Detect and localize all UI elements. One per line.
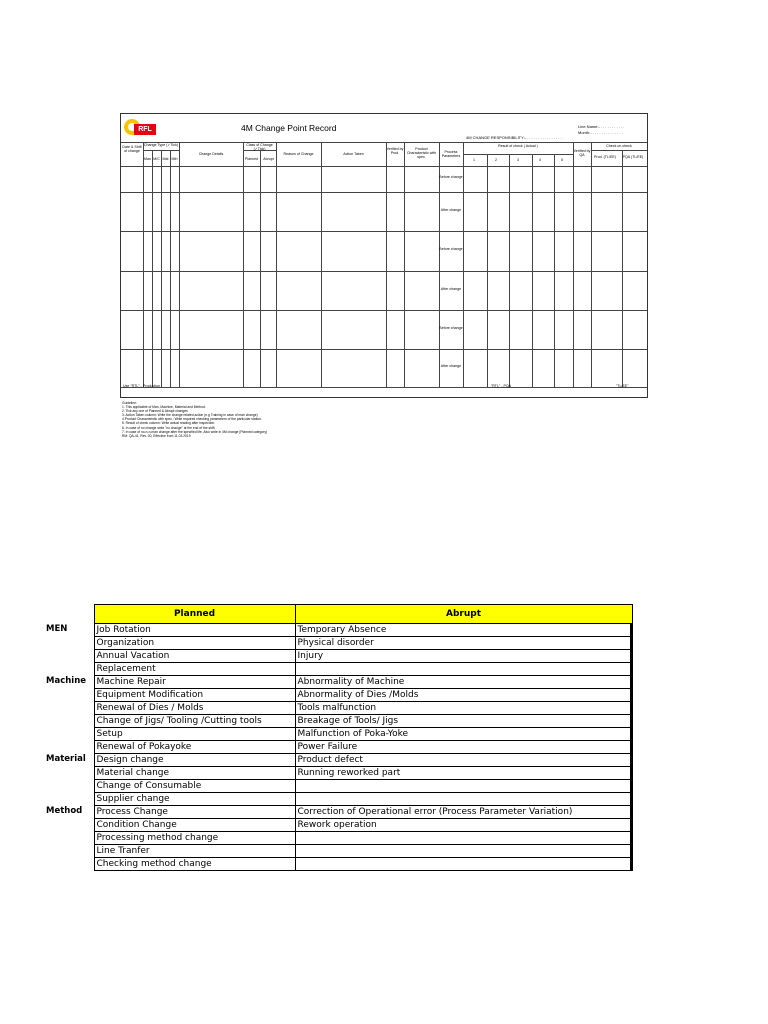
grid-line: [487, 154, 488, 387]
guideline-notes: [122, 401, 642, 438]
hdr-class-item: Planned: [244, 157, 259, 161]
hdr-sub-check: PQA (TL/EE): [622, 155, 644, 159]
note: 2. Tick any one of Planned & Abrupt changes: [122, 409, 188, 414]
form-title: 4M Change Point Record: [241, 123, 337, 133]
table-row: [44, 806, 632, 819]
row-label: Before change: [439, 247, 463, 251]
grid-line: [121, 271, 647, 272]
grid-line: [121, 387, 647, 388]
header-planned: Planned: [94, 605, 295, 624]
guideline-title: Guideline:: [122, 401, 137, 405]
grid-line: [170, 150, 171, 387]
note: 3. Action Taken column: Write the change related action (e.g Training in case of man change): [122, 413, 258, 418]
bottom-pqa: "RTL" - PQA: [491, 384, 512, 388]
planned-cell: Annual Vacation: [94, 650, 295, 663]
abrupt-cell: Abnormality of Machine: [295, 676, 632, 689]
table-row: [44, 728, 632, 741]
planned-cell: Supplier change: [94, 793, 295, 806]
planned-cell: Design change: [94, 754, 295, 767]
category-label: [44, 845, 94, 858]
table-row: [44, 676, 632, 689]
grid-line: [554, 154, 555, 387]
grid-line: [386, 142, 387, 387]
grid-line: [121, 310, 647, 311]
hdr-result-col: 5: [561, 158, 563, 162]
planned-cell: Organization: [94, 637, 295, 650]
planned-cell: Setup: [94, 728, 295, 741]
abrupt-cell: Tools malfunction: [295, 702, 632, 715]
category-label: Method: [46, 805, 83, 816]
table-row: [44, 832, 632, 845]
note: 7. In case of no-n-n-man change after the specified life. Also write in 4M change (Planned category): [122, 429, 268, 434]
note: 6. In case of no change write "no change" at the end of the shift.: [122, 425, 216, 430]
grid-line: [121, 349, 647, 350]
planned-cell: Process Change: [94, 806, 295, 819]
abrupt-cell: Breakage of Tools/ Jigs: [295, 715, 632, 728]
hdr-change-details: Change Details: [198, 152, 224, 156]
grid-line: [161, 150, 162, 387]
hdr-type: Man: [144, 157, 151, 161]
hdr-type: Mat: [162, 157, 169, 161]
planned-cell: Change of Jigs/ Tooling /Cutting tools: [94, 715, 295, 728]
hdr-date: Date & Shift of change: [122, 145, 142, 154]
category-label: [44, 637, 94, 650]
abrupt-cell: [295, 780, 632, 793]
logo-text: RFL: [134, 124, 156, 135]
note: 4.Product Characteristic with spec.: Write required checking parameters of the particular station.: [122, 417, 262, 422]
planned-cell: Replacement: [94, 663, 295, 676]
category-label: [44, 819, 94, 832]
table-row: [44, 741, 632, 754]
bottom-production: Use "RTL" - Production: [123, 384, 161, 388]
grid-line: [591, 142, 592, 387]
table-row: [44, 780, 632, 793]
planned-cell: Job Rotation: [94, 624, 295, 637]
abrupt-cell: Abnormality of Dies /Molds: [295, 689, 632, 702]
rfl-logo: [124, 117, 158, 141]
abrupt-cell: [295, 832, 632, 845]
table-row: [44, 845, 632, 858]
grid-line: [260, 150, 261, 387]
abrupt-cell: [295, 793, 632, 806]
table-row: [44, 624, 632, 637]
grid-line: [179, 142, 180, 387]
abrupt-cell: [295, 845, 632, 858]
abrupt-cell: Injury: [295, 650, 632, 663]
planned-cell: Change of Consumable: [94, 780, 295, 793]
grid-line: [573, 142, 574, 387]
category-label: [44, 702, 94, 715]
hdr-check-on-check: Check on check: [606, 144, 632, 148]
hdr-result: Result of check ( Actual ): [498, 144, 538, 148]
grid-line: [532, 154, 533, 387]
category-label: [44, 832, 94, 845]
hdr-result-col: 4: [539, 158, 541, 162]
header-abrupt: Abrupt: [295, 605, 632, 624]
table-row: [44, 793, 632, 806]
category-label: [44, 767, 94, 780]
planned-cell: Material change: [94, 767, 295, 780]
change-category-table: [44, 604, 633, 871]
hdr-type: Mth: [171, 157, 178, 161]
hdr-sub-check: Prod. (TL/EE): [594, 155, 616, 159]
grid-line: [243, 142, 244, 387]
table-row: [44, 689, 632, 702]
hdr-type: M/C: [153, 157, 160, 161]
category-label: Machine: [46, 675, 87, 686]
grid-line: [622, 150, 623, 387]
category-label: [44, 780, 94, 793]
hdr-verified-qa: Verified by QA: [573, 149, 591, 158]
planned-cell: Renewal of Pokayoke: [94, 741, 295, 754]
hdr-class-item: Abrupt: [263, 157, 274, 161]
month: Month:- . . . . . . . . . . . . . .: [578, 130, 623, 135]
grid-line: [509, 154, 510, 387]
planned-cell: Line Tranfer: [94, 845, 295, 858]
grid-line: [121, 166, 647, 167]
grid-line: [463, 154, 573, 155]
table-row: [44, 754, 632, 767]
row-label: Before change: [439, 325, 463, 330]
hdr-result-col: 2: [495, 158, 497, 162]
row-label: After change: [440, 207, 462, 212]
bottom-tlee: "TL/EE": [616, 384, 629, 388]
category-label: [44, 663, 94, 676]
grid-line: [152, 150, 153, 387]
category-label: [44, 715, 94, 728]
hdr-action: Action Taken: [343, 152, 364, 156]
hdr-product-char: Product Characteristic with spec.: [406, 147, 437, 160]
category-label: [44, 689, 94, 702]
hdr-class: Class of Change (✓Tick): [246, 143, 273, 152]
grid-line: [143, 142, 144, 387]
abrupt-cell: Rework operation: [295, 819, 632, 832]
abrupt-cell: Physical disorder: [295, 637, 632, 650]
hdr-reason: Reason of Change: [283, 152, 314, 156]
table-row: [44, 715, 632, 728]
note: 5. Result of check column: Write actual reading after inspection.: [122, 421, 216, 426]
header-blank: [44, 605, 94, 624]
hdr-result-col: 1: [473, 158, 475, 162]
grid-line: [404, 142, 405, 387]
planned-cell: Equipment Modification: [94, 689, 295, 702]
category-label: [44, 793, 94, 806]
grid-line: [121, 192, 647, 193]
change-point-form: [120, 113, 648, 398]
row-label: After change: [440, 286, 462, 291]
planned-cell: Renewal of Dies / Molds: [94, 702, 295, 715]
hdr-result-col: 3: [517, 158, 519, 162]
planned-cell: Checking method change: [94, 858, 295, 871]
grid-line: [276, 142, 277, 387]
hdr-verified-prod: Verified by Prod.: [386, 147, 404, 156]
abrupt-cell: [295, 858, 632, 871]
planned-cell: Condition Change: [94, 819, 295, 832]
row-label: Before change: [439, 175, 463, 179]
category-label: [44, 858, 94, 871]
note: RM: QA-41, Rev. 00, Effective from 11.03.2019: [122, 433, 191, 438]
category-label: Material: [46, 753, 86, 764]
table-row: [44, 663, 632, 676]
category-label: [44, 728, 94, 741]
responsibility: 4M CHANGE RESPONSIBILITY:- . . . . . . . . . . . . . . . . .: [466, 135, 564, 140]
abrupt-cell: Correction of Operational error (Process Parameter Variation): [295, 806, 632, 819]
grid-line: [321, 142, 322, 387]
abrupt-cell: Power Failure: [295, 741, 632, 754]
line-name: Line Name:- . . . . . . . . . . .: [578, 124, 625, 129]
category-label: [44, 650, 94, 663]
abrupt-cell: Temporary Absence: [295, 624, 632, 637]
hdr-process-params: Process Parameters: [441, 150, 461, 159]
planned-cell: Processing method change: [94, 832, 295, 845]
grid-line: [591, 150, 647, 151]
category-label: MEN: [46, 623, 68, 634]
grid-line: [463, 142, 464, 387]
row-label: After change: [440, 364, 462, 368]
note: 1. This applicable of Man, Machine, Material and Method.: [122, 405, 206, 410]
abrupt-cell: [295, 663, 632, 676]
table-row: [44, 637, 632, 650]
table-row: [44, 819, 632, 832]
table-row: [44, 858, 632, 871]
hdr-change-type: Change Type (✓Tick): [143, 143, 179, 147]
category-label: [44, 741, 94, 754]
table-row: [44, 650, 632, 663]
abrupt-cell: Malfunction of Poka-Yoke: [295, 728, 632, 741]
table-header-row: [44, 605, 632, 624]
abrupt-cell: Running reworked part: [295, 767, 632, 780]
table-row: [44, 767, 632, 780]
abrupt-cell: Product defect: [295, 754, 632, 767]
table-row: [44, 702, 632, 715]
grid-line: [121, 231, 647, 232]
planned-cell: Machine Repair: [94, 676, 295, 689]
grid-line: [121, 142, 647, 143]
